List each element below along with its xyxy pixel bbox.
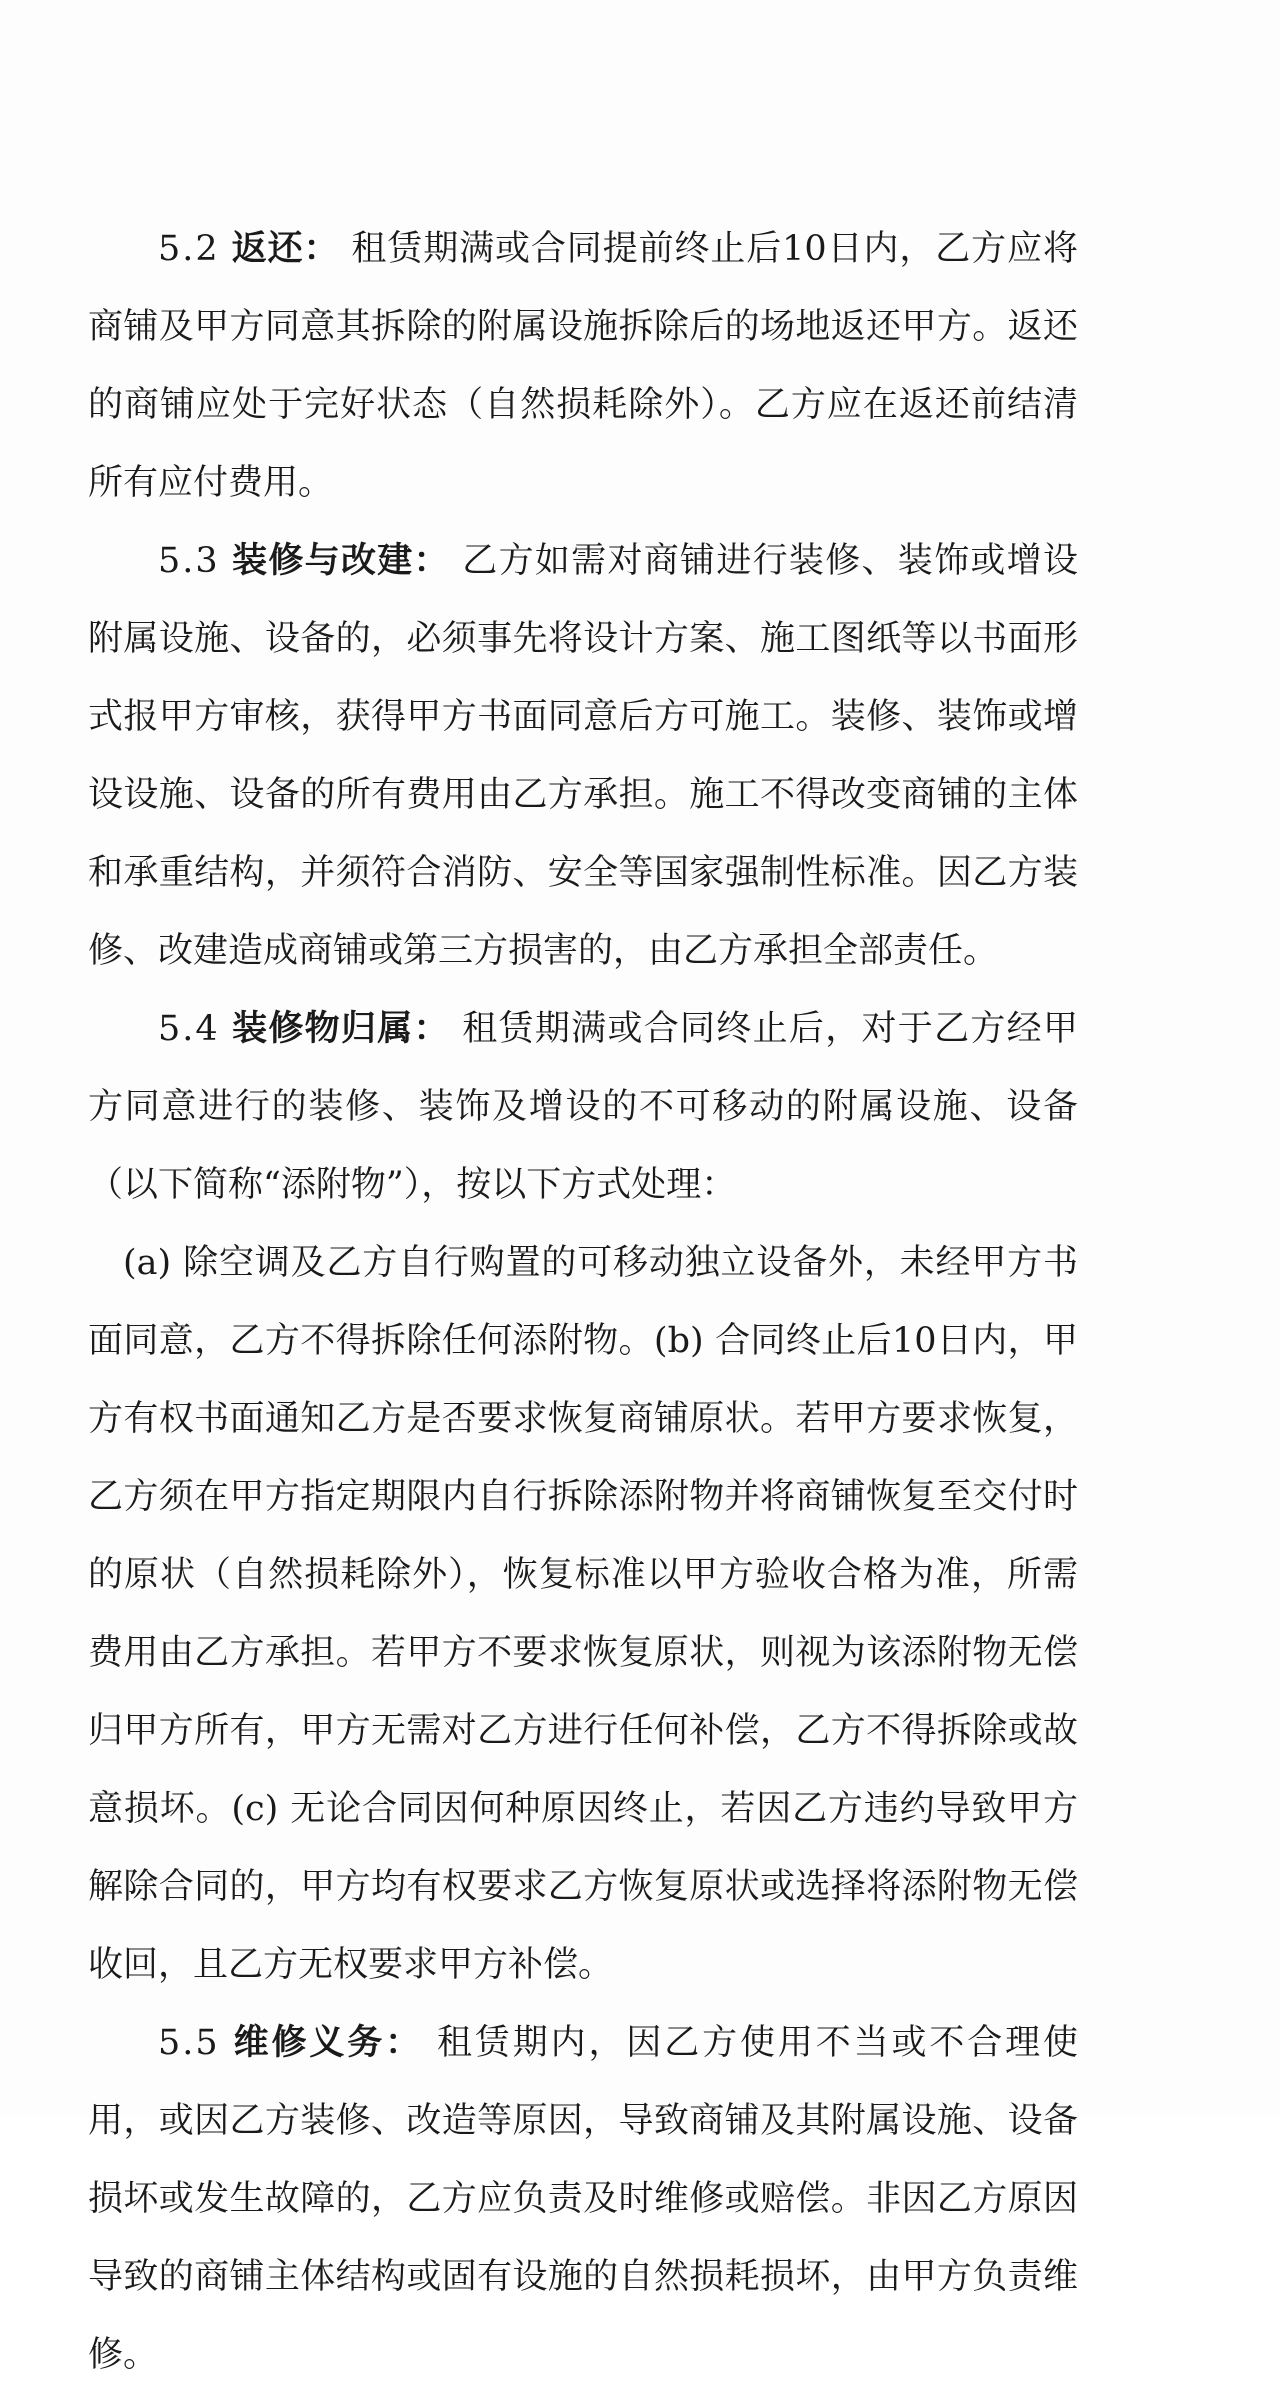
- clause-5-4: [88, 990, 1078, 1224]
- clause-5-4-items: [88, 1224, 1078, 2004]
- clause-text: 租赁期满或合同终止后，对于乙方经甲方同意进行的装修、装饰及增设的不可移动的附属设施、设备（以下简称“添附物”），按以下方式处理：: [88, 1009, 1078, 1205]
- clause-text: 租赁期满或合同提前终止后10日内，乙方应将商铺及甲方同意其拆除的附属设施拆除后的场地返还甲方。返还的商铺应处于完好状态（自然损耗除外）。乙方应在返还前结清所有应付费用。: [88, 229, 1078, 503]
- contract-body: [88, 210, 1078, 2394]
- clause-number: 5.2: [158, 229, 220, 269]
- clause-5-3: [88, 522, 1078, 990]
- clause-heading: 装修物归属：: [232, 1009, 450, 1049]
- clause-text: 租赁期内，因乙方使用不当或不合理使用，或因乙方装修、改造等原因，导致商铺及其附属设施、设备损坏或发生故障的，乙方应负责及时维修或赔偿。非因乙方原因导致的商铺主体结构或固有设施的自然损耗损坏，由甲方负责维修。: [88, 2023, 1078, 2375]
- clause-text: (a) 除空调及乙方自行购置的可移动独立设备外，未经甲方书面同意，乙方不得拆除任何添附物。(b) 合同终止后10日内，甲方有权书面通知乙方是否要求恢复商铺原状。若甲方要求恢复，乙方须在甲方指定期限内自行拆除添附物并将商铺恢复至交付时的原状（自然损耗除外），恢复标准以甲方验收合格为准，所需费用由乙方承担。若甲方不要求恢复原状，则视为该添附物无偿归甲方所有，甲方无需对乙方进行任何补偿，乙方不得拆除或故意损坏。(c) 无论合同因何种原因终止，若因乙方违约导致甲方解除合同的，甲方均有权要求乙方恢复原状或选择将添附物无偿收回，且乙方无权要求甲方补偿。: [88, 1243, 1078, 1985]
- clause-5-2: [88, 210, 1078, 522]
- clause-number: 5.3: [158, 541, 220, 581]
- clause-text: 乙方如需对商铺进行装修、装饰或增设附属设施、设备的，必须事先将设计方案、施工图纸等以书面形式报甲方审核，获得甲方书面同意后方可施工。装修、装饰或增设设施、设备的所有费用由乙方承担。施工不得改变商铺的主体和承重结构，并须符合消防、安全等国家强制性标准。因乙方装修、改建造成商铺或第三方损害的，由乙方承担全部责任。: [88, 541, 1078, 971]
- clause-heading: 返还：: [231, 229, 340, 269]
- clause-5-5: [88, 2004, 1078, 2394]
- clause-heading: 维修义务：: [233, 2023, 424, 2063]
- clause-number: 5.4: [158, 1009, 220, 1049]
- clause-number: 5.5: [158, 2023, 220, 2063]
- clause-heading: 装修与改建：: [232, 541, 450, 581]
